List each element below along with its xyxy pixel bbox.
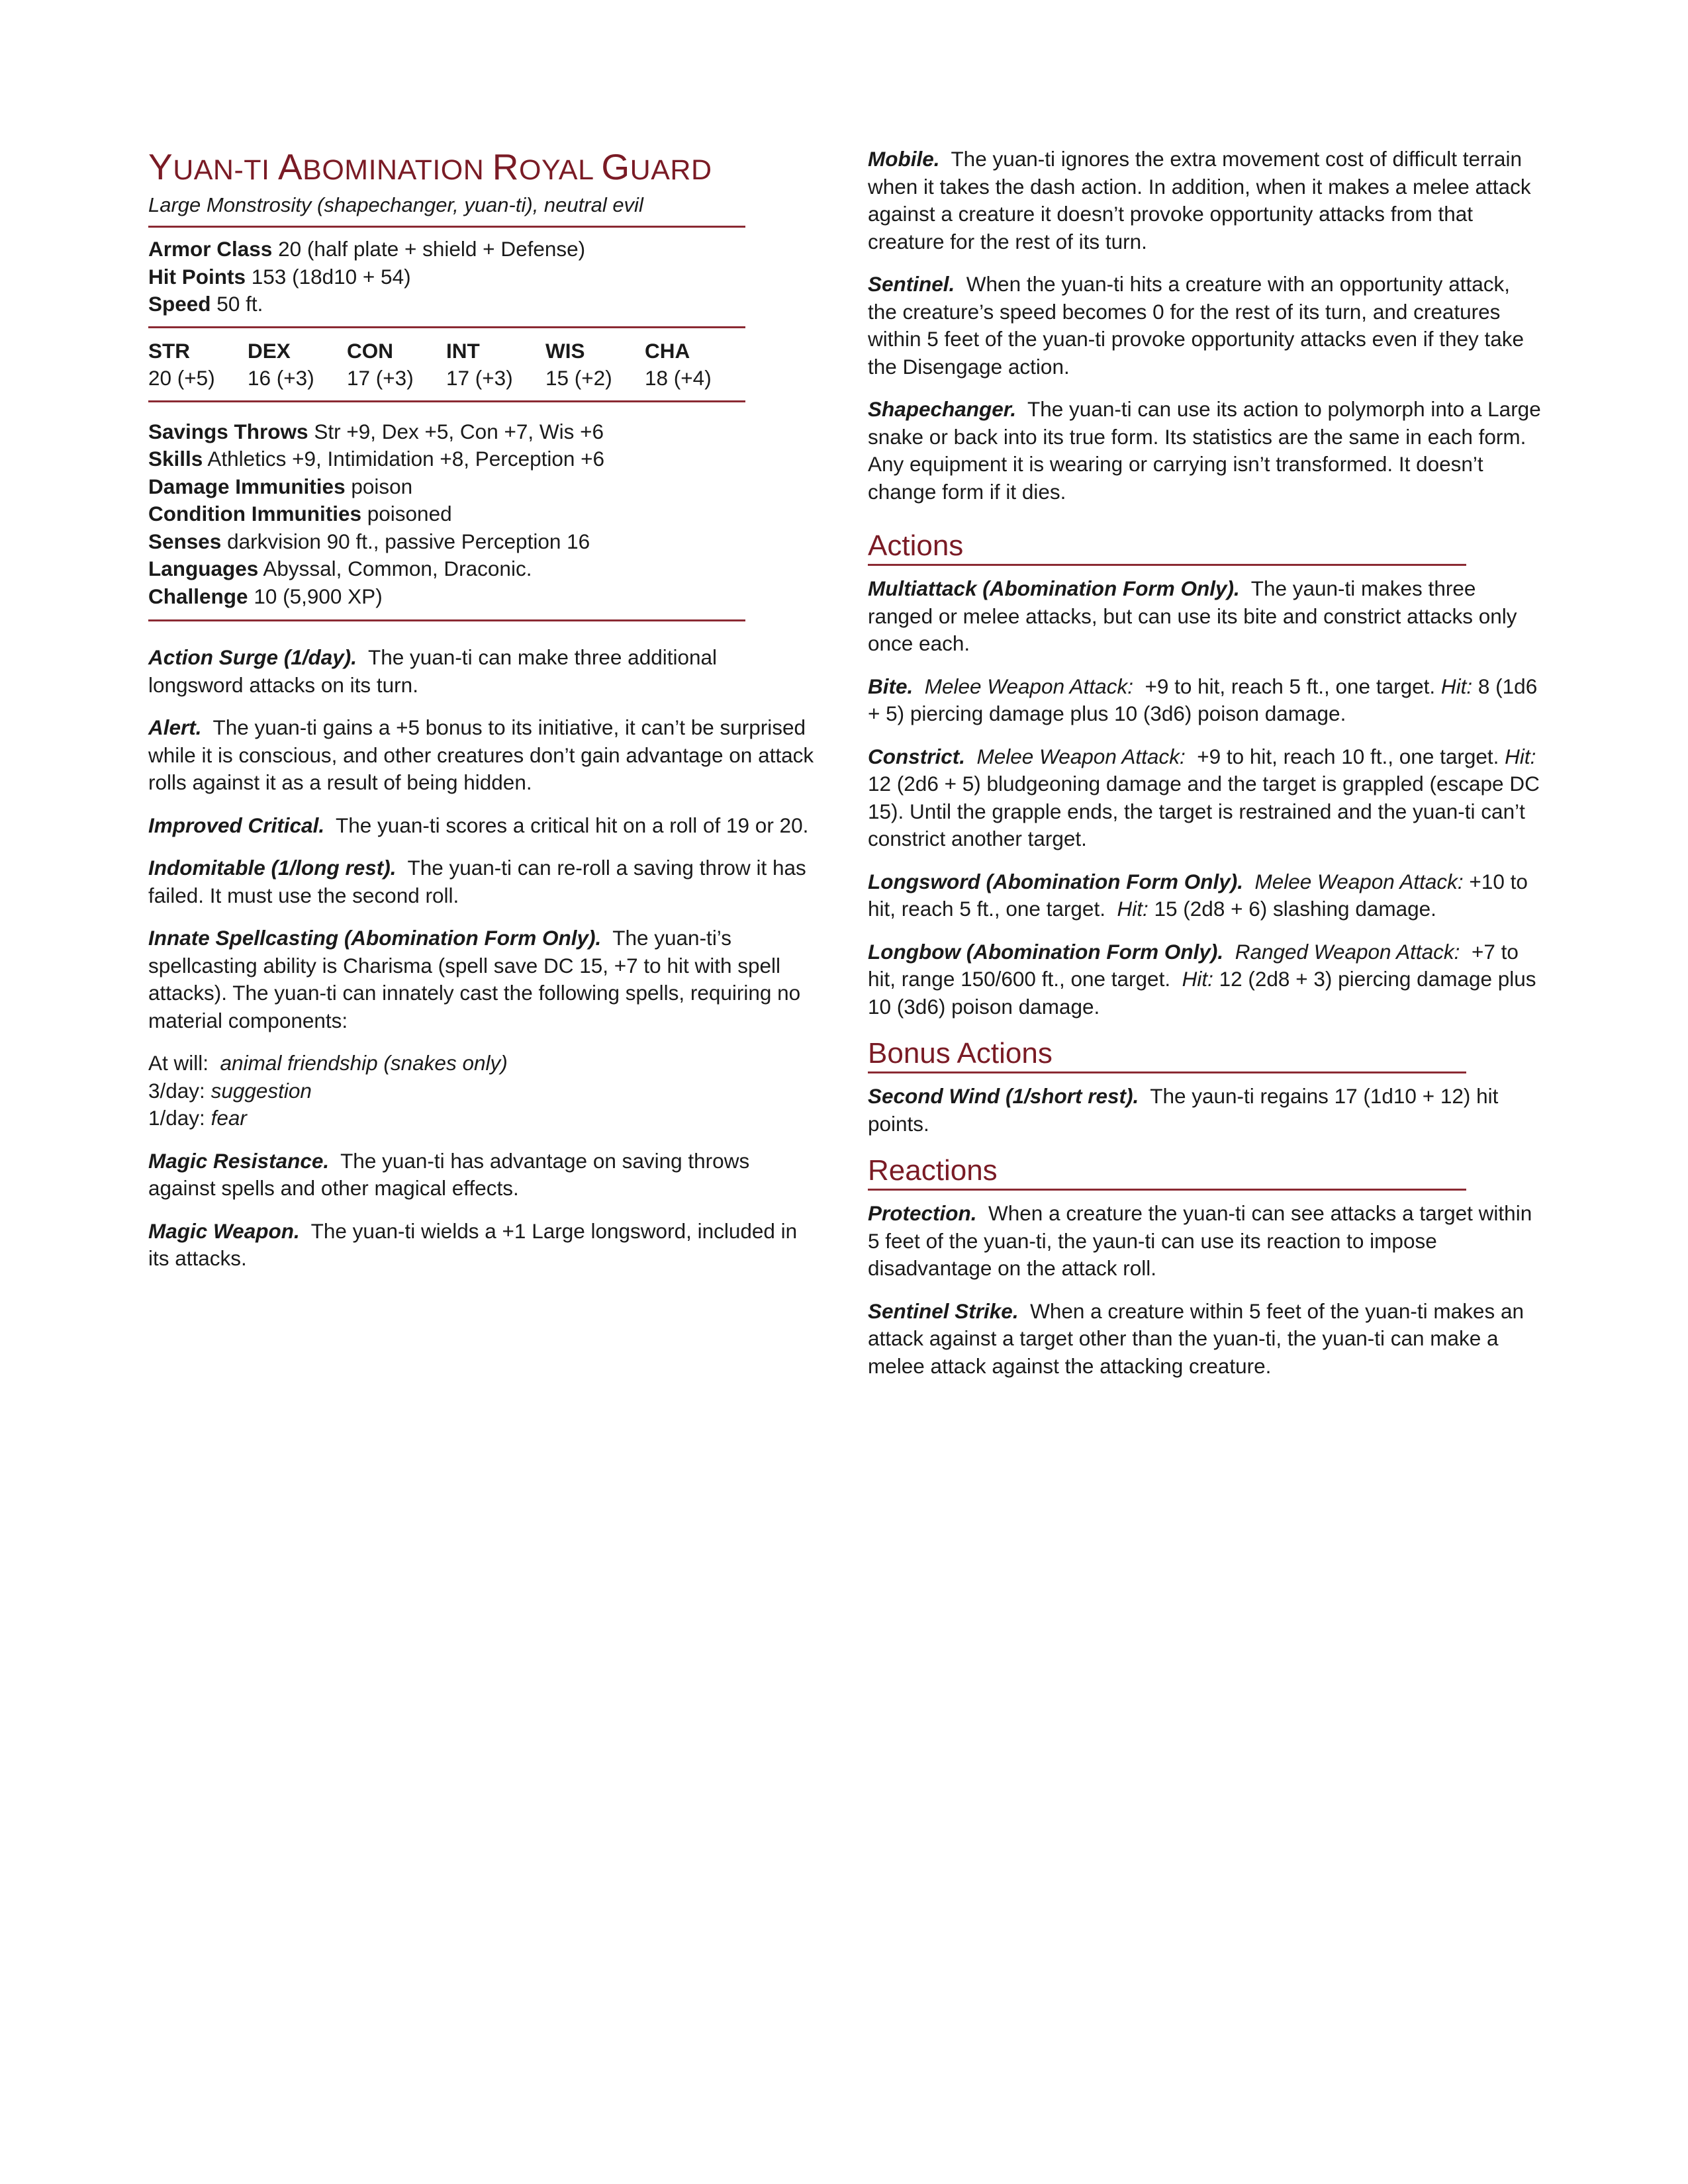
detail-value: Str +9, Dex +5, Con +7, Wis +6 — [314, 419, 604, 443]
trait-sentinel — [868, 271, 1543, 381]
trait-innate-spellcasting — [148, 925, 817, 1034]
hit-text: 12 (2d8 + 3) piercing damage plus 10 (3d6) poison damage. — [868, 967, 1536, 1019]
title-cap: G — [601, 146, 630, 187]
action-text: +9 to hit, reach 5 ft., one target. — [1145, 674, 1436, 698]
speed-value: 50 ft. — [216, 292, 263, 316]
languages — [148, 555, 817, 583]
ability-name: INT — [446, 338, 480, 363]
ability-value: 15 (+2) — [545, 366, 612, 390]
attack-type: Ranged Weapon Attack: — [1235, 939, 1460, 964]
action-text: +7 to hit, range 150/600 ft., one target. — [868, 939, 1519, 991]
ability-wis — [545, 338, 645, 392]
spell-names: fear — [211, 1106, 247, 1130]
ability-cha — [645, 338, 744, 392]
title-sc: BOMINATION — [303, 154, 492, 186]
hit-text: 15 (2d8 + 6) slashing damage. — [1154, 897, 1436, 921]
attack-type: Melee Weapon Attack: — [924, 674, 1133, 698]
action-longsword — [868, 868, 1543, 923]
trait-text: The yuan-ti wields a +1 Large longsword, included in its attacks. — [148, 1218, 798, 1270]
detail-label: Senses — [148, 529, 222, 553]
ability-con — [347, 338, 446, 392]
hit-label: Hit: — [1182, 967, 1213, 991]
trait-indomitable — [148, 854, 817, 909]
ability-dex — [248, 338, 347, 392]
ability-str — [148, 338, 248, 392]
hit-label: Hit: — [1440, 674, 1473, 698]
trait-text: When the yuan-ti hits a creature with an opportunity attack, the creature’s speed becomes 0 for the rest of its turn, and creatures within 5 feet of the yuan-ti provoke opportunity attacks even if they take the Disengage action. — [868, 272, 1524, 379]
armor-class — [148, 236, 817, 263]
spell-frequency: At will: — [148, 1051, 209, 1075]
action-name: Longbow (Abomination Form Only). — [868, 939, 1224, 964]
hit-points-value: 153 (18d10 + 54) — [251, 264, 411, 289]
action-text: +10 to hit, reach 5 ft., one target. — [868, 869, 1528, 921]
reaction-name: Protection. — [868, 1201, 977, 1225]
trait-text: The yuan-ti gains a +5 bonus to its initiative, it can’t be surprised while it is conscious, and other creatures don’t gain advantage on attack rolls against it as a result of being hidden. — [148, 715, 814, 794]
spell-names: suggestion — [211, 1078, 312, 1103]
reaction-protection — [868, 1200, 1543, 1283]
trait-name: Shapechanger. — [868, 397, 1017, 421]
ability-scores — [148, 328, 745, 400]
trait-text: The yuan-ti ignores the extra movement cost of difficult terrain when it takes the dash action. In addition, when it makes a melee attack against a creature it doesn’t provoke opportunity attacks from that creature for the rest of its turn. — [868, 147, 1531, 253]
ability-int — [446, 338, 545, 392]
spell-row — [148, 1050, 817, 1077]
trait-alert — [148, 714, 817, 797]
bonus-action-name: Second Wind (1/short rest). — [868, 1084, 1139, 1108]
reaction-sentinel-strike — [868, 1298, 1543, 1381]
trait-improved-critical — [148, 812, 817, 840]
divider — [148, 619, 745, 621]
detail-label: Skills — [148, 447, 203, 471]
ability-value: 16 (+3) — [248, 366, 314, 390]
challenge — [148, 583, 817, 611]
trait-name: Innate Spellcasting (Abomination Form Only). — [148, 926, 602, 950]
reaction-text: When a creature within 5 feet of the yuan-ti makes an attack against a target other than the yuan-ti, the yuan-ti can make a melee attack against the attacking creature. — [868, 1298, 1524, 1378]
detail-label: Languages — [148, 557, 259, 580]
action-name: Bite. — [868, 674, 914, 698]
spell-names: animal friendship (snakes only) — [220, 1051, 508, 1075]
spell-list — [148, 1050, 817, 1132]
hit-text: 12 (2d6 + 5) bludgeoning damage and the target is grappled (escape DC 15). Until the grapple ends, the target is restrained and the yuan-ti can’t constrict another target. — [868, 772, 1540, 850]
bonus-action-text: The yaun-ti regains 17 (1d10 + 12) hit points. — [868, 1084, 1499, 1136]
attack-type: Melee Weapon Attack: — [1254, 869, 1464, 893]
action-name: Multiattack (Abomination Form Only). — [868, 576, 1240, 600]
trait-text: The yuan-ti has advantage on saving throws against spells and other magical effects. — [148, 1148, 750, 1200]
detail-value: poison — [351, 474, 413, 498]
attack-type: Melee Weapon Attack: — [976, 744, 1186, 768]
ability-value: 20 (+5) — [148, 366, 215, 390]
detail-label: Condition Immunities — [148, 502, 361, 525]
actions-heading: Actions — [868, 528, 1466, 566]
ability-value: 17 (+3) — [446, 366, 513, 390]
trait-name: Magic Weapon. — [148, 1218, 300, 1243]
spell-frequency: 3/day: — [148, 1078, 205, 1103]
spell-frequency: 1/day: — [148, 1106, 205, 1130]
right-column — [868, 146, 1543, 1395]
hit-points-label: Hit Points — [148, 264, 246, 289]
trait-text: The yuan-ti can re-roll a saving throw it has failed. It must use the second roll. — [148, 856, 806, 907]
ability-value: 18 (+4) — [645, 366, 712, 390]
title-sc: OYAL — [519, 154, 602, 186]
trait-text: The yuan-ti can make three additional longsword attacks on its turn. — [148, 645, 718, 697]
detail-label: Challenge — [148, 584, 248, 608]
bonus-second-wind — [868, 1083, 1543, 1138]
armor-class-label: Armor Class — [148, 237, 273, 261]
trait-name: Mobile. — [868, 147, 940, 171]
saving-throws — [148, 418, 817, 446]
hit-label: Hit: — [1117, 897, 1149, 921]
speed — [148, 291, 817, 318]
spell-row — [148, 1105, 817, 1132]
action-text: +9 to hit, reach 10 ft., one target. — [1197, 744, 1499, 768]
trait-shapechanger — [868, 396, 1543, 506]
senses — [148, 528, 817, 556]
hit-label: Hit: — [1505, 744, 1536, 768]
title-cap: R — [492, 146, 519, 187]
speed-label: Speed — [148, 292, 211, 316]
detail-value: darkvision 90 ft., passive Perception 16 — [227, 529, 590, 553]
defense-block — [148, 228, 817, 326]
condition-immunities — [148, 500, 817, 528]
bonus-actions-heading: Bonus Actions — [868, 1036, 1466, 1073]
monster-subtitle: Large Monstrosity (shapechanger, yuan-ti), neutral evil — [148, 193, 643, 216]
hit-points — [148, 263, 817, 291]
title-cap: Y — [148, 146, 173, 187]
trait-name: Alert. — [148, 715, 202, 739]
left-column — [148, 146, 817, 1288]
damage-immunities — [148, 473, 817, 501]
ability-name: CON — [347, 338, 393, 363]
trait-magic-weapon — [148, 1218, 817, 1273]
trait-mobile — [868, 146, 1543, 255]
detail-value: Athletics +9, Intimidation +8, Perception +6 — [207, 447, 605, 471]
title-sc: UAN-TI — [173, 154, 278, 186]
trait-text: The yuan-ti can use its action to polymorph into a Large snake or back into its true form. Its statistics are the same in each form. Any equipment it is wearing or carrying isn’t transformed. It doesn’t change form if it dies. — [868, 397, 1541, 504]
action-name: Constrict. — [868, 744, 966, 768]
detail-value: 10 (5,900 XP) — [254, 584, 383, 608]
trait-name: Sentinel. — [868, 272, 955, 296]
trait-text: The yuan-ti scores a critical hit on a roll of 19 or 20. — [336, 813, 809, 837]
trait-text: The yuan-ti’s spellcasting ability is Charisma (spell save DC 15, +7 to hit with spell attacks). The yuan-ti can innately cast the following spells, requiring no material components: — [148, 926, 801, 1032]
title-cap: A — [277, 146, 303, 187]
ability-name: WIS — [545, 338, 585, 363]
action-bite — [868, 673, 1543, 728]
trait-name: Indomitable (1/long rest). — [148, 856, 397, 880]
ability-name: CHA — [645, 338, 690, 363]
spell-row — [148, 1077, 817, 1105]
monster-title — [148, 146, 817, 191]
trait-name: Action Surge (1/day). — [148, 645, 357, 669]
action-name: Longsword (Abomination Form Only). — [868, 869, 1243, 893]
reaction-name: Sentinel Strike. — [868, 1298, 1019, 1323]
action-text: The yaun-ti makes three ranged or melee attacks, but can use its bite and constrict attacks only once each. — [868, 576, 1517, 655]
detail-label: Damage Immunities — [148, 474, 346, 498]
detail-value: Abyssal, Common, Draconic. — [263, 557, 532, 580]
trait-name: Improved Critical. — [148, 813, 325, 837]
title-sc: UARD — [630, 154, 712, 186]
trait-action-surge — [148, 644, 817, 699]
action-longbow — [868, 938, 1543, 1021]
armor-class-value: 20 (half plate + shield + Defense) — [278, 237, 586, 261]
hit-text: 8 (1d6 + 5) piercing damage plus 10 (3d6) poison damage. — [868, 674, 1538, 725]
ability-name: DEX — [248, 338, 291, 363]
skills — [148, 445, 817, 473]
trait-name: Magic Resistance. — [148, 1148, 330, 1173]
ability-value: 17 (+3) — [347, 366, 414, 390]
reaction-text: When a creature the yuan-ti can see attacks a target within 5 feet of the yuan-ti, the yaun-ti can use its reaction to impose disadvantage on the attack roll. — [868, 1201, 1532, 1280]
ability-name: STR — [148, 338, 190, 363]
reactions-heading: Reactions — [868, 1153, 1466, 1191]
trait-magic-resistance — [148, 1148, 817, 1203]
action-constrict — [868, 743, 1543, 853]
detail-label: Savings Throws — [148, 419, 308, 443]
details-block — [148, 402, 817, 620]
action-multiattack — [868, 575, 1543, 658]
detail-value: poisoned — [367, 502, 452, 525]
